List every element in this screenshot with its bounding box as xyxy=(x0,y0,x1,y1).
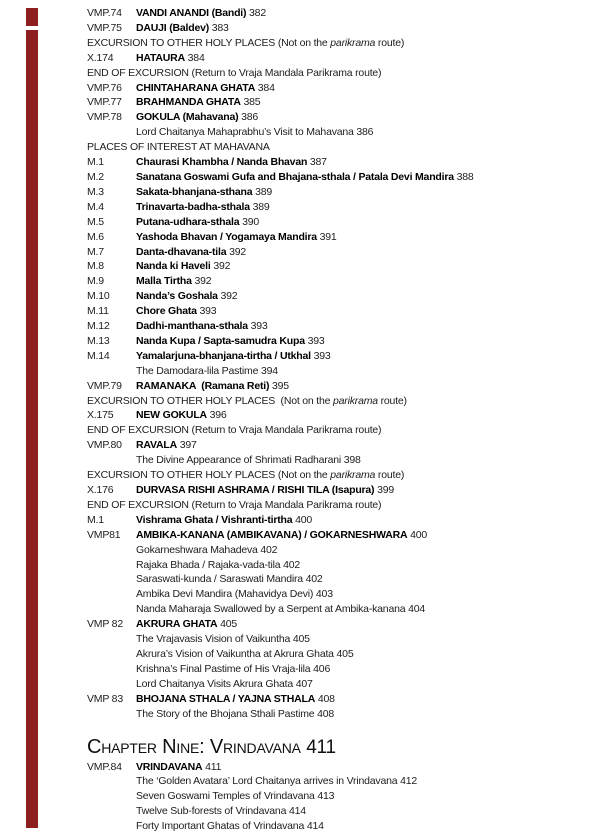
toc-page-number: 383 xyxy=(211,21,229,34)
toc-page-number: 406 xyxy=(313,662,331,675)
scan-edge-red-bar-top xyxy=(26,8,38,26)
toc-entry-label: M.11 xyxy=(87,305,109,318)
toc-subentry xyxy=(87,125,593,140)
toc-entry-title: Nanda’s Goshala xyxy=(136,290,218,303)
toc-entry-title: CHINTAHARANA GHATA xyxy=(136,81,256,94)
toc-entry xyxy=(87,692,593,707)
toc-entry xyxy=(87,81,593,96)
toc-subentry xyxy=(87,647,593,662)
toc-entry-title: DAUJI (Baldev) xyxy=(136,21,210,34)
toc-subentry xyxy=(87,453,593,468)
toc-entry-label: M.12 xyxy=(87,320,110,333)
toc-entry-label: VMP.77 xyxy=(87,96,122,109)
toc-page-number: 392 xyxy=(213,260,231,273)
toc-entry-title: Yamalarjuna-bhanjana-tirtha / Utkhal xyxy=(136,349,311,362)
toc-subentry xyxy=(87,774,593,789)
toc-subentry xyxy=(87,572,593,587)
toc-page-number: 414 xyxy=(288,805,306,818)
toc-page-number: 392 xyxy=(220,290,238,303)
toc-entry xyxy=(87,215,593,230)
chapter-heading xyxy=(87,733,593,760)
toc-entry-label: M.7 xyxy=(87,245,104,258)
toc-entry-label: M.3 xyxy=(87,185,104,198)
toc-entry xyxy=(87,95,593,110)
toc-entry-title: VRINDAVANA xyxy=(136,760,203,773)
toc-entry-title: Sanatana Goswami Gufa and Bhajana-sthala / Patala Devi Mandira xyxy=(136,170,454,183)
toc-entry xyxy=(87,230,593,245)
toc-note-line xyxy=(87,394,593,409)
toc-entry-title: Sakata-bhanjana-sthana xyxy=(136,185,253,198)
toc-entry-label: M.1 xyxy=(87,513,104,526)
toc-entry xyxy=(87,334,593,349)
toc-entry-title: Twelve Sub-forests of Vrindavana xyxy=(136,805,287,818)
toc-entry-title: The Divine Appearance of Shrimati Radharani xyxy=(136,454,342,467)
toc-entry-title: The Vrajavasis Vision of Vaikuntha xyxy=(136,633,291,646)
toc-subentry xyxy=(87,662,593,677)
note-italic-word: parikrama xyxy=(333,394,378,407)
toc-entry xyxy=(87,289,593,304)
toc-page-number: 403 xyxy=(315,588,333,601)
toc-entry-title: Lord Chaitanya Visits Akrura Ghata xyxy=(136,677,294,690)
note-text: END OF EXCURSION (Return to Vraja Mandala Parikrama route) xyxy=(87,498,382,511)
toc-entry xyxy=(87,110,593,125)
toc-page-number: 413 xyxy=(317,790,335,803)
toc-entry-label: VMP 82 xyxy=(87,618,123,631)
note-text: EXCURSION TO OTHER HOLY PLACES (Not on the xyxy=(87,469,331,482)
toc-subentry xyxy=(87,364,593,379)
toc-entry-title: Dadhi-manthana-sthala xyxy=(136,320,248,333)
toc-entry-title: VANDI ANANDI (Bandi) xyxy=(136,7,247,19)
toc-page-number: 386 xyxy=(241,111,259,124)
toc-page-number: 384 xyxy=(187,51,205,64)
note-text-tail: route) xyxy=(375,36,405,49)
toc-entry-title: Akrura’s Vision of Vaikuntha at Akrura Ghata xyxy=(136,647,334,660)
toc-note-line xyxy=(87,423,593,438)
toc-page-number: 385 xyxy=(243,96,261,109)
toc-entry-title: Chaurasi Khambha / Nanda Bhavan xyxy=(136,156,308,169)
note-text: END OF EXCURSION (Return to Vraja Mandala Parikrama route) xyxy=(87,424,382,437)
toc-page-number: 402 xyxy=(283,558,301,571)
toc-entry-title: Seven Goswami Temples of Vrindavana xyxy=(136,790,315,803)
toc-subentry xyxy=(87,587,593,602)
toc-entry xyxy=(87,51,593,66)
toc-page-number: 389 xyxy=(255,185,273,198)
toc-page-number: 402 xyxy=(260,543,278,556)
toc-entry-label: M.4 xyxy=(87,200,104,213)
toc-entry-title: AMBIKA-KANANA (AMBIKAVANA) / GOKARNESHWARA xyxy=(136,528,408,541)
toc-entry-label: M.2 xyxy=(87,170,104,183)
toc-subentry xyxy=(87,789,593,804)
toc-entry-label: VMP.84 xyxy=(87,760,122,773)
toc-entry-title: The Damodara-lila Pastime xyxy=(136,364,259,377)
toc-entry-title: Yashoda Bhavan / Yogamaya Mandira xyxy=(136,230,317,243)
toc-entry xyxy=(87,513,593,528)
chapter-title: Chapter Nine: Vrindavana xyxy=(87,735,301,758)
chapter-page-number: 411 xyxy=(306,736,336,758)
toc-page-number: 397 xyxy=(179,439,197,452)
toc-subentry xyxy=(87,543,593,558)
toc-entry-title: Trinavarta-badha-sthala xyxy=(136,200,250,213)
toc-entry-title: Chore Ghata xyxy=(136,305,197,318)
toc-entry-title: Nanda ki Haveli xyxy=(136,260,211,273)
toc-entry-label: VMP.80 xyxy=(87,439,122,452)
toc-entry-title: Gokarneshwara Mahadeva xyxy=(136,543,258,556)
toc-entry xyxy=(87,6,593,21)
toc-page-number: 391 xyxy=(319,230,337,243)
toc-entry-title: RAVALA xyxy=(136,439,177,452)
toc-entry xyxy=(87,21,593,36)
toc-entry xyxy=(87,170,593,185)
toc-page-number: 405 xyxy=(292,633,310,646)
toc-entry-label: VMP.75 xyxy=(87,21,122,34)
toc-entry-label: X.174 xyxy=(87,51,114,64)
toc-page-number: 393 xyxy=(313,349,331,362)
toc-entry-title: HATAURA xyxy=(136,51,185,64)
toc-subentry xyxy=(87,819,593,834)
toc-note-line xyxy=(87,468,593,483)
toc-entry-label: X.175 xyxy=(87,409,114,422)
toc-entry-title: Vishrama Ghata / Vishranti-tirtha xyxy=(136,513,293,526)
note-text: EXCURSION TO OTHER HOLY PLACES (Not on the xyxy=(87,36,331,49)
toc-entry xyxy=(87,349,593,364)
toc-subentry xyxy=(87,677,593,692)
toc-entry-label: X.176 xyxy=(87,484,114,496)
toc-entry-title: Saraswati-kunda / Saraswati Mandira xyxy=(136,573,303,586)
toc-page-number: 392 xyxy=(194,275,212,288)
toc-page-number: 384 xyxy=(257,81,275,94)
toc-page-number: 411 xyxy=(205,760,222,773)
toc-subentry xyxy=(87,558,593,573)
note-text-tail: route) xyxy=(375,469,405,482)
scan-edge-red-bar xyxy=(26,30,38,828)
toc-entry-label: M.13 xyxy=(87,334,110,347)
toc-entry xyxy=(87,483,593,498)
toc-entry-label: M.8 xyxy=(87,260,104,273)
toc-page-number: 412 xyxy=(400,775,418,788)
toc-page-number: 398 xyxy=(343,454,361,467)
toc-entry xyxy=(87,760,593,775)
toc-entry-title: Putana-udhara-sthala xyxy=(136,215,240,228)
toc-page-number: 393 xyxy=(307,334,325,347)
toc-entry-label: M.10 xyxy=(87,290,110,303)
toc-entry xyxy=(87,259,593,274)
toc-page-number: 394 xyxy=(260,364,278,377)
toc-page-number: 382 xyxy=(249,7,266,19)
toc-page-number: 389 xyxy=(252,200,270,213)
toc-page-number: 390 xyxy=(242,215,259,228)
toc-entry-label: M.9 xyxy=(87,275,104,288)
toc-lines xyxy=(87,6,593,834)
toc-entry xyxy=(87,617,593,632)
toc-entry-title: BRAHMANDA GHATA xyxy=(136,96,241,109)
table-of-contents xyxy=(87,6,593,834)
toc-entry xyxy=(87,438,593,453)
toc-entry-label: VMP 83 xyxy=(87,692,123,705)
toc-entry xyxy=(87,528,593,543)
toc-page-number: 404 xyxy=(408,603,426,616)
toc-entry xyxy=(87,245,593,260)
toc-entry-label: M.1 xyxy=(87,156,104,169)
toc-subentry xyxy=(87,804,593,819)
note-italic-word: parikrama xyxy=(330,469,376,482)
toc-page-number: 392 xyxy=(229,245,246,258)
toc-note-line xyxy=(87,36,593,51)
toc-entry-label: VMP.74 xyxy=(87,7,122,19)
toc-entry-title: Ambika Devi Mandira (Mahavidya Devi) xyxy=(136,588,314,601)
note-italic-word: parikrama xyxy=(330,36,376,49)
note-text: END OF EXCURSION (Return to Vraja Mandala Parikrama route) xyxy=(87,66,382,79)
toc-entry xyxy=(87,274,593,289)
toc-entry-title: RAMANAKA (Ramana Reti) xyxy=(136,379,270,392)
toc-page-number: 386 xyxy=(356,126,374,139)
toc-page-number: 387 xyxy=(309,156,327,169)
toc-entry-label: M.14 xyxy=(87,349,110,362)
toc-entry xyxy=(87,185,593,200)
toc-page-number: 396 xyxy=(209,409,227,422)
toc-page-number: 393 xyxy=(250,320,268,333)
toc-entry-title: GOKULA (Mahavana) xyxy=(136,111,239,124)
toc-entry-label: VMP.79 xyxy=(87,379,122,392)
toc-entry-title: The Story of the Bhojana Sthali Pastime xyxy=(136,707,315,720)
toc-note-line xyxy=(87,66,593,81)
toc-entry-title: Rajaka Bhada / Rajaka-vada-tila xyxy=(136,558,281,571)
toc-page-number: 405 xyxy=(220,618,238,631)
toc-entry xyxy=(87,379,593,394)
toc-subentry xyxy=(87,602,593,617)
toc-entry xyxy=(87,200,593,215)
toc-entry-title: Krishna’s Final Pastime of His Vraja-lila xyxy=(136,662,311,675)
note-text-tail: route) xyxy=(377,394,407,407)
toc-entry-title: AKRURA GHATA xyxy=(136,618,218,631)
toc-page-number: 405 xyxy=(336,647,354,660)
toc-entry-title: NEW GOKULA xyxy=(136,409,207,422)
toc-entry xyxy=(87,155,593,170)
section-spacer xyxy=(87,722,593,733)
toc-page-number: 402 xyxy=(305,573,323,586)
toc-note-line xyxy=(87,140,593,155)
toc-entry-label: M.6 xyxy=(87,230,104,243)
toc-entry-label: VMP81 xyxy=(87,528,121,541)
toc-entry-title: Nanda Kupa / Sapta-samudra Kupa xyxy=(136,334,305,347)
toc-page-number: 399 xyxy=(377,484,394,496)
toc-page-number: 388 xyxy=(456,170,474,183)
note-text: EXCURSION TO OTHER HOLY PLACES (Not on the xyxy=(87,394,334,407)
toc-page-number: 408 xyxy=(317,707,335,720)
toc-entry-title: Malla Tirtha xyxy=(136,275,192,288)
toc-entry xyxy=(87,304,593,319)
toc-page-number: 407 xyxy=(295,677,313,690)
toc-subentry xyxy=(87,632,593,647)
toc-entry-title: Danta-dhavana-tila xyxy=(136,245,227,258)
toc-entry-title: DURVASA RISHI ASHRAMA / RISHI TILA (Isapura) xyxy=(136,484,375,496)
toc-page-number: 414 xyxy=(306,820,324,833)
toc-entry-label: VMP.76 xyxy=(87,81,122,94)
toc-entry-label: M.5 xyxy=(87,215,104,228)
toc-entry-title: BHOJANA STHALA / YAJNA STHALA xyxy=(136,692,316,705)
toc-page-number: 395 xyxy=(272,379,289,392)
toc-subentry xyxy=(87,707,593,722)
note-text: PLACES OF INTEREST AT MAHAVANA xyxy=(87,141,270,154)
toc-entry-title: Forty Important Ghatas of Vrindavana xyxy=(136,820,305,833)
toc-page-number: 393 xyxy=(199,305,217,318)
toc-note-line xyxy=(87,498,593,513)
toc-page-number: 408 xyxy=(317,692,335,705)
toc-entry xyxy=(87,319,593,334)
toc-entry-label: VMP.78 xyxy=(87,111,122,124)
toc-entry-title: Lord Chaitanya Mahaprabhu’s Visit to Mahavana xyxy=(136,126,354,139)
toc-page-number: 400 xyxy=(295,513,313,526)
toc-entry-title: Nanda Maharaja Swallowed by a Serpent at Ambika-kanana xyxy=(136,603,406,616)
toc-entry xyxy=(87,408,593,423)
toc-page-number: 400 xyxy=(410,528,428,541)
toc-entry-title: The ‘Golden Avatara’ Lord Chaitanya arrives in Vrindavana xyxy=(136,775,398,788)
